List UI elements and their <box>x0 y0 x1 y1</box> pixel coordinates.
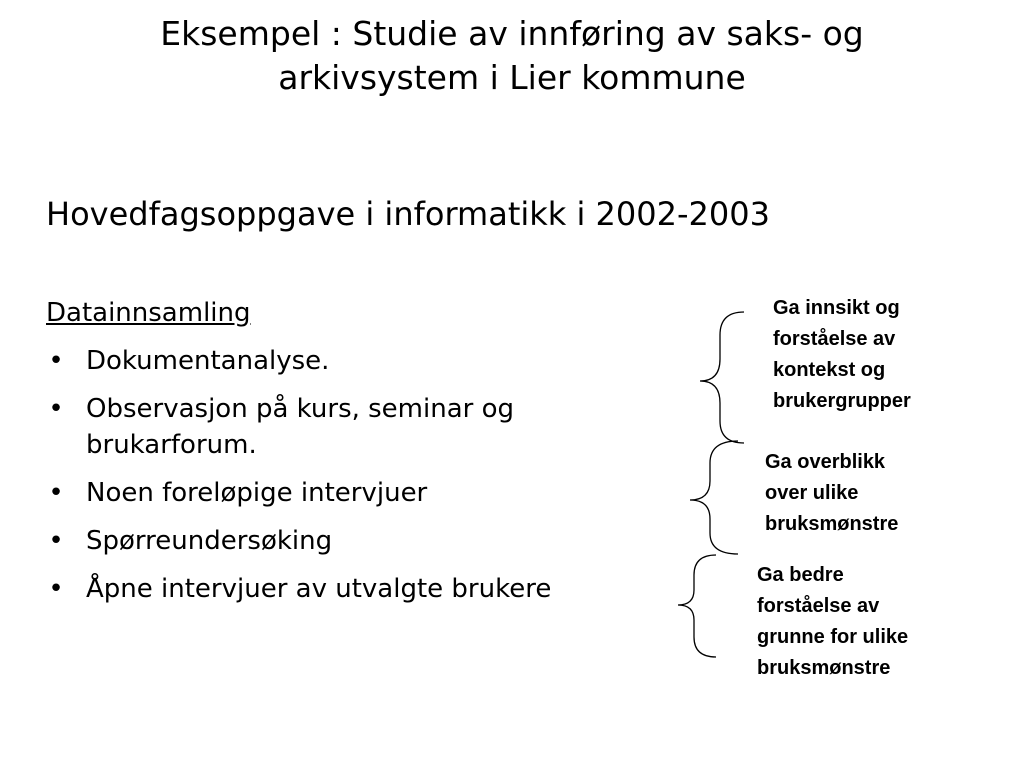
note-line: kontekst og <box>773 359 886 381</box>
annotation-note-3 <box>757 560 908 684</box>
note-line: grunne for ulike <box>757 626 909 648</box>
bullet-text: Noen foreløpige intervjuer <box>86 478 428 508</box>
list-item <box>46 523 686 559</box>
bullet-text: Observasjon på kurs, seminar og brukarforum. <box>86 394 515 460</box>
bullet-marker: • <box>48 394 64 424</box>
bullet-list <box>46 343 686 619</box>
bullet-marker: • <box>48 526 64 556</box>
curly-brace-3 <box>678 555 716 657</box>
list-item <box>46 343 686 379</box>
annotation-note-2 <box>765 447 898 540</box>
bullet-marker: • <box>48 478 64 508</box>
bullet-marker: • <box>48 346 64 376</box>
curly-braces-graphic <box>676 305 756 665</box>
note-line: forståelse av <box>773 328 896 350</box>
slide-title <box>60 12 964 100</box>
note-line: Ga innsikt og <box>773 297 900 319</box>
note-line: bruksmønstre <box>757 657 891 679</box>
bullet-text: Dokumentanalyse. <box>86 346 330 376</box>
slide-title-line-2: arkivsystem i Lier kommune <box>278 58 746 97</box>
list-item <box>46 391 686 463</box>
bullet-text: Åpne intervjuer av utvalgte brukere <box>86 574 552 604</box>
section-label-datainnsamling: Datainnsamling <box>46 298 251 328</box>
note-line: forståelse av <box>757 595 880 617</box>
note-line: Ga bedre <box>757 564 844 586</box>
note-line: Ga overblikk <box>765 451 886 473</box>
note-line: over ulike <box>765 482 859 504</box>
list-item <box>46 571 686 607</box>
slide-heading: Hovedfagsoppgave i informatikk i 2002-2003 <box>46 195 770 233</box>
note-line: brukergrupper <box>773 390 911 412</box>
curly-brace-2 <box>690 441 738 554</box>
slide-title-line-1: Eksempel : Studie av innføring av saks- og <box>160 14 864 53</box>
bullet-text: Spørreundersøking <box>86 526 333 556</box>
curly-brace-1 <box>700 312 744 443</box>
bullet-marker: • <box>48 574 64 604</box>
list-item <box>46 475 686 511</box>
annotation-note-1 <box>773 293 911 417</box>
note-line: bruksmønstre <box>765 513 899 535</box>
